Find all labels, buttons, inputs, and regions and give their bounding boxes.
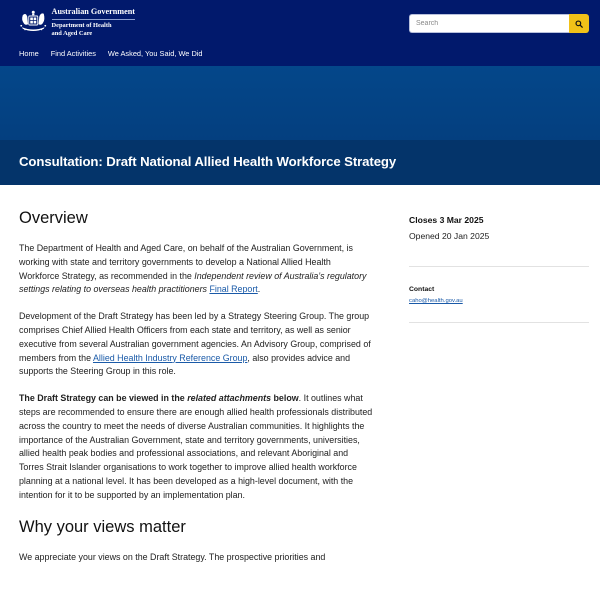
logo-department-line1: Department of Health <box>51 21 112 29</box>
p2-text: Development of the Draft Strategy has been led by a Strategy Steering Group. The group comprises Chief Allied Health Officers from each state and territory, as well as senior executive from several Australian government agencies. An Advisory Group, comprised of members from the <box>19 311 371 363</box>
nav-home[interactable]: Home <box>19 49 39 58</box>
logo-government: Australian Government <box>52 7 135 20</box>
contact-email-link[interactable]: caho@health.gov.au <box>409 298 463 304</box>
p1-italic-title: Independent review of Australia’s regulatory settings relating to overseas health practitioners <box>19 270 367 295</box>
hero-banner <box>0 66 600 140</box>
p1-text: The Department of Health and Aged Care, on behalf of the Australian Government, is working with state and territory governments to develop a National Allied Health Workforce Strategy, as recommended in the <box>19 243 353 281</box>
closing-date: Closes 3 Mar 2025 <box>409 215 484 225</box>
search-button[interactable] <box>569 14 589 33</box>
p2-end: , also provides advice and supports the Steering Group in this role. <box>19 352 351 377</box>
overview-heading: Overview <box>19 209 88 227</box>
consultation-sidebar <box>409 213 589 323</box>
p1-end: . <box>257 284 261 295</box>
australian-government-logo[interactable] <box>19 4 135 40</box>
overview-paragraph-1 <box>19 242 373 297</box>
site-header <box>0 0 600 66</box>
overview-paragraph-2 <box>19 310 373 379</box>
contact-label: Contact <box>409 286 435 293</box>
final-report-link[interactable]: Final Report <box>209 284 258 295</box>
why-paragraph-1: We appreciate your views on the Draft Strategy. The prospective priorities and <box>19 551 326 562</box>
p3-bold-1: The Draft Strategy can be viewed in the <box>19 393 188 404</box>
sidebar-divider <box>409 266 589 267</box>
opened-date: Opened 20 Jan 2025 <box>409 231 490 241</box>
allied-health-industry-reference-group-link[interactable]: Allied Health Industry Reference Group <box>92 352 248 363</box>
p3-text: . It outlines what steps are recommended to ensure there are enough allied health professionals distributed across the country to meet the needs of diverse Australian communities. It highlights the importance of the Australian Government, state and territory governments, universities, allied health peak bodies and professional associations, and relevant Aboriginal and Torres Strait Islander organisations to work together to improve allied health workforce planning at a national level. It has been developed as a high-level document, with the intention for it to be supported by an implementation plan. <box>19 393 373 500</box>
p3-bold-italic: related attachments <box>187 393 272 404</box>
logo-text <box>52 7 135 38</box>
main-content <box>19 207 373 577</box>
search-input[interactable] <box>409 14 569 33</box>
search-form <box>409 14 589 33</box>
nav-find-activities[interactable]: Find Activities <box>50 49 96 58</box>
why-your-views-matter-heading: Why your views matter <box>19 517 186 536</box>
page-title: Consultation: Draft National Allied Health Workforce Strategy <box>19 154 397 169</box>
p3-bold-2: below <box>271 393 299 404</box>
coat-of-arms-icon <box>19 5 48 39</box>
sidebar-divider <box>409 322 589 323</box>
search-icon <box>575 20 583 28</box>
logo-department-line2: and Aged Care <box>51 29 93 37</box>
nav-we-asked-you-said-we-did[interactable]: We Asked, You Said, We Did <box>107 49 203 58</box>
overview-paragraph-3 <box>19 392 373 502</box>
main-nav <box>19 49 215 58</box>
